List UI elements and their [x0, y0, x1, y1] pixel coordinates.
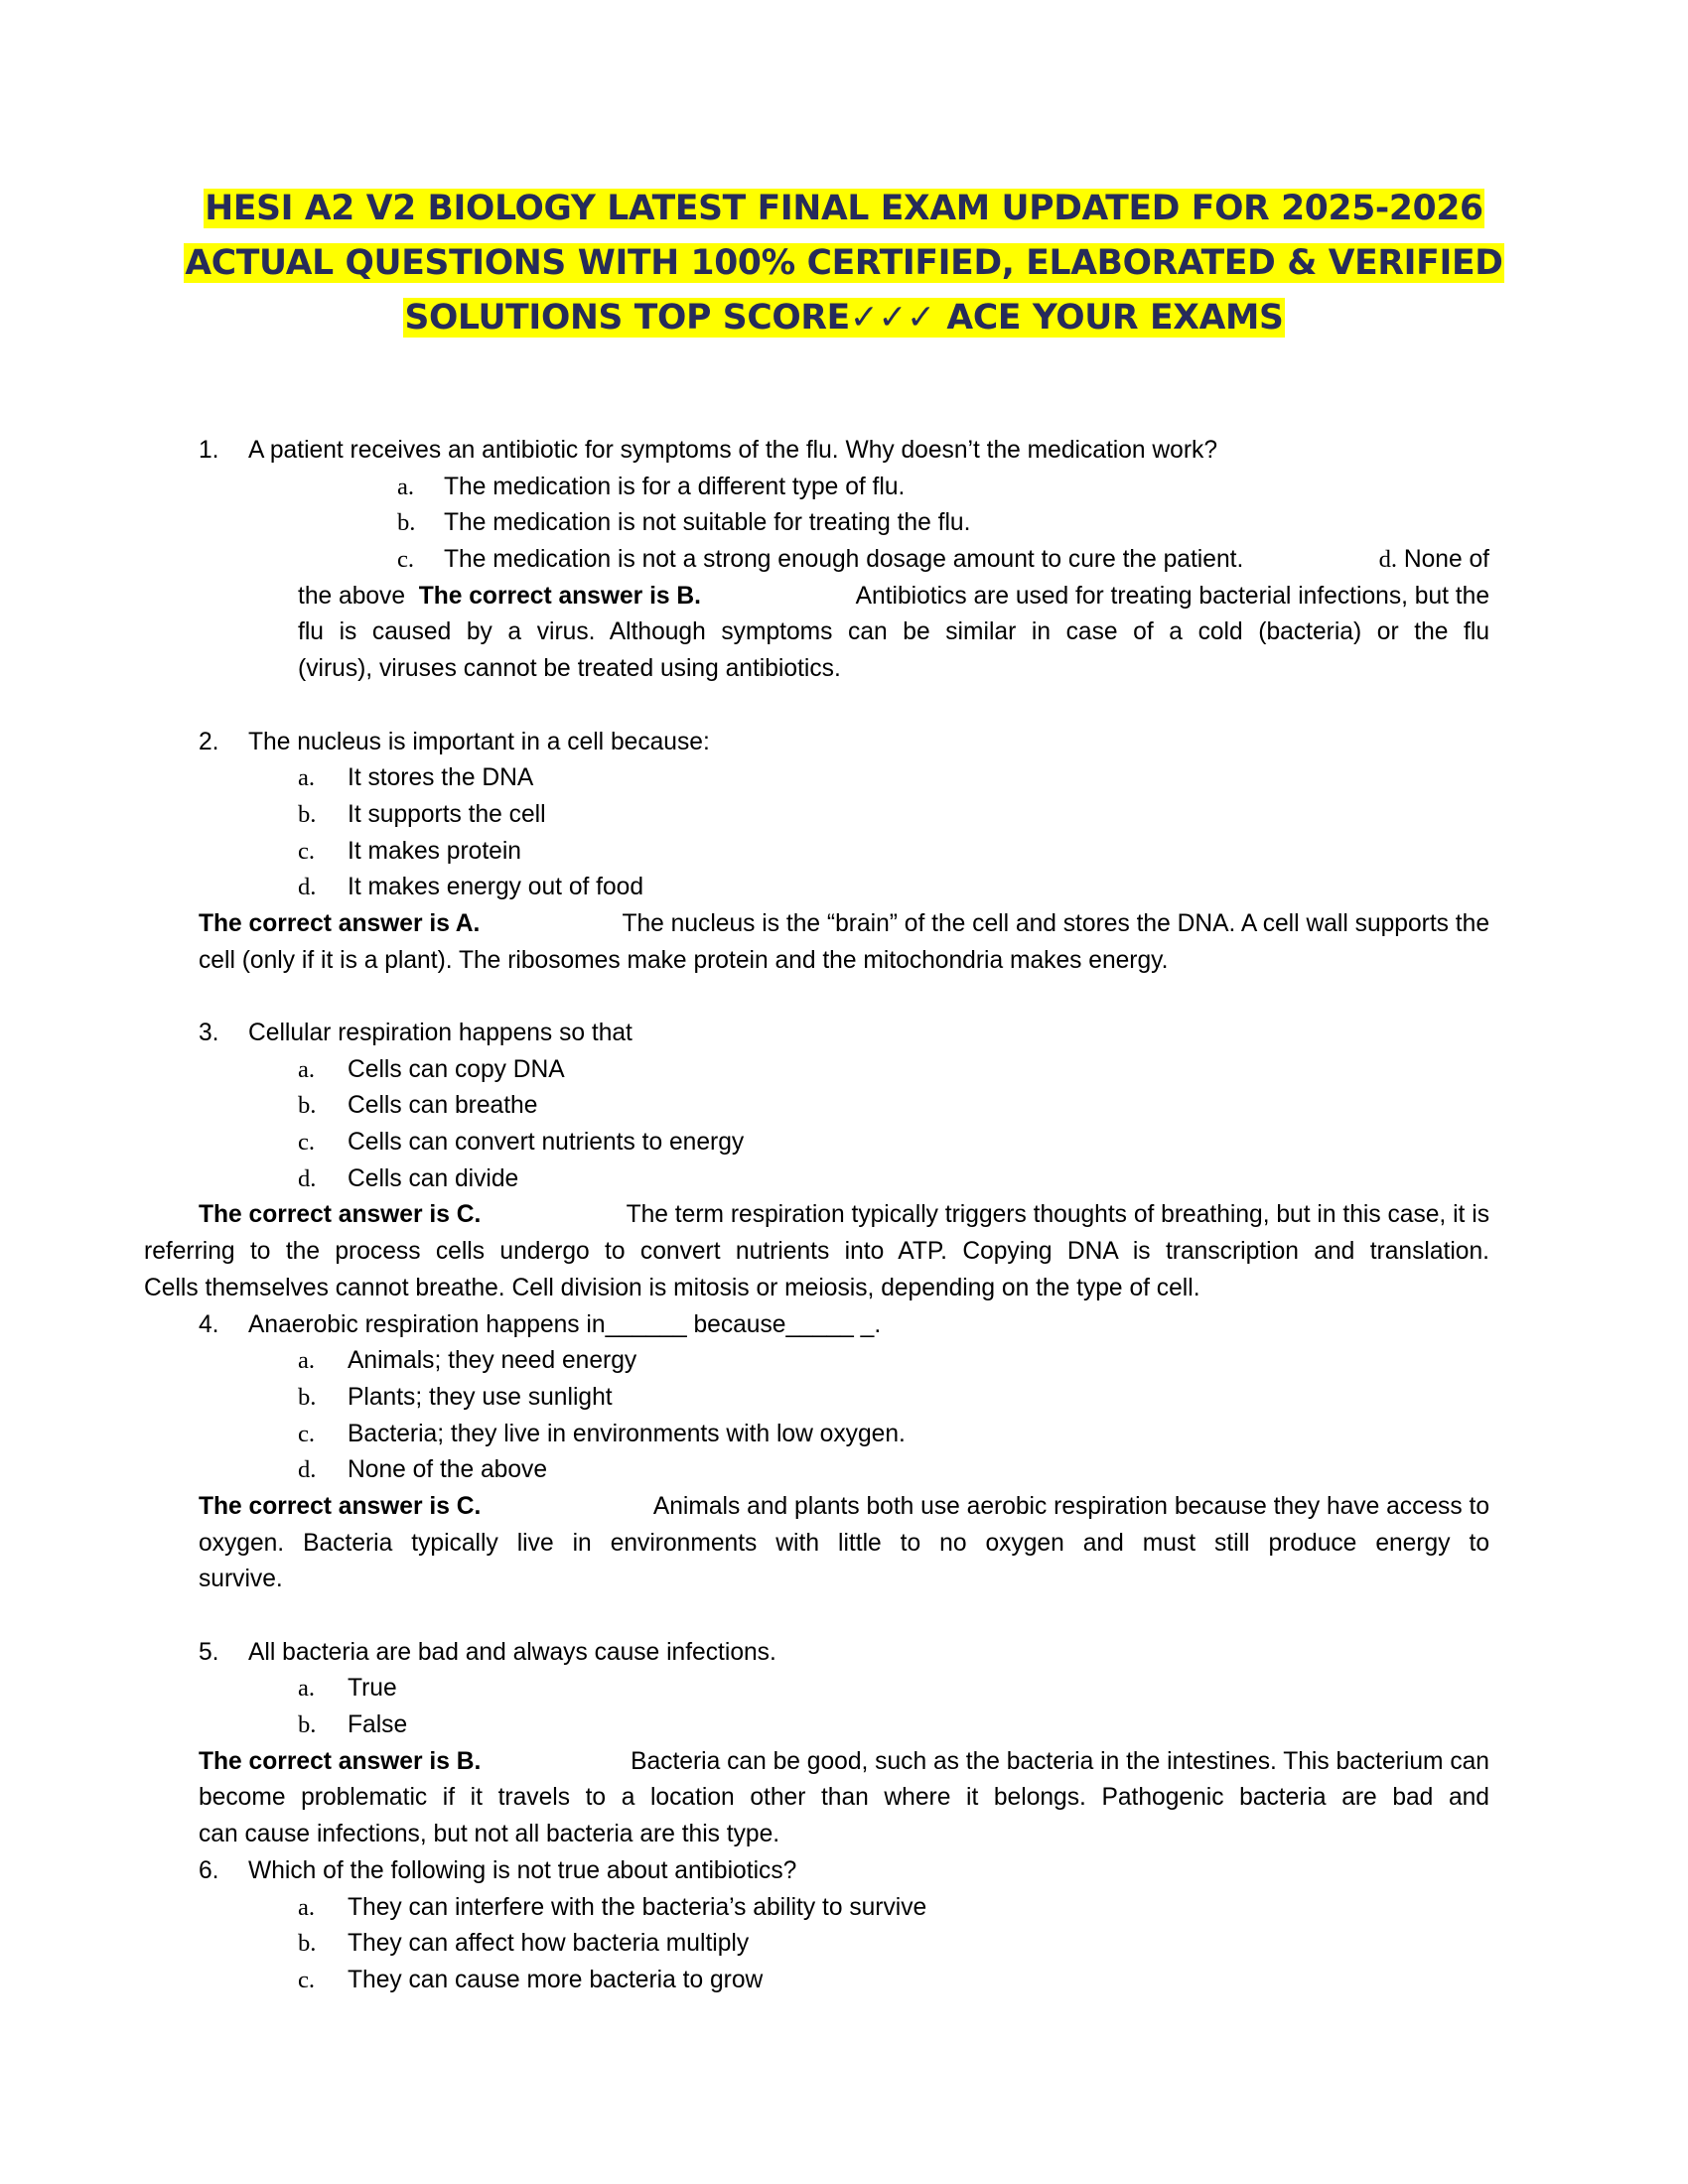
correct-answer-label: The correct answer is A.	[199, 909, 481, 937]
option: c. They can cause more bacteria to grow	[298, 1966, 764, 1993]
question-text: The nucleus is important in a cell because:	[248, 728, 710, 755]
option: b. Cells can breathe	[298, 1092, 538, 1120]
option: d. None of the above	[298, 1456, 548, 1484]
option: c. The medication is not a strong enough dosage amount to cure the patient. d. None of	[397, 546, 1489, 574]
correct-answer-label: The correct answer is C.	[199, 1492, 482, 1520]
answer-explanation: the above The correct answer is B. Antibiotics are used for treating bacterial infections, but the	[298, 582, 1489, 610]
option: a. It stores the DNA	[298, 764, 534, 792]
option: a. Animals; they need energy	[298, 1347, 637, 1375]
option: a. The medication is for a different type of flu.	[397, 473, 906, 500]
question-text: Which of the following is not true about antibiotics?	[248, 1856, 797, 1884]
question-number: 2.	[199, 728, 219, 755]
answer-explanation: The correct answer is B. Bacteria can be good, such as the bacteria in the intestines. This bacterium can	[0, 1744, 1688, 1781]
question-number: 4.	[199, 1310, 219, 1338]
question-text: Anaerobic respiration happens in______ because_____ _.	[248, 1310, 882, 1338]
option: b. They can affect how bacteria multiply	[298, 1930, 750, 1958]
question-5: 5. All bacteria are bad and always cause infections. a. True b. False The correct answer is B. Bacteria can be good, such as the bacteria in the intestines. This bacterium can become problematic if it travels to a location other than where it belongs. Pathogenic bacteria are bad and can cause infections, but not all bacteria are this type.	[0, 1635, 1688, 1853]
option: d. Cells can divide	[298, 1164, 519, 1192]
option: b. Plants; they use sunlight	[298, 1383, 613, 1411]
correct-answer-label: The correct answer is B.	[199, 1747, 482, 1775]
question-text: All bacteria are bad and always cause infections.	[248, 1638, 776, 1666]
question-text: A patient receives an antibiotic for symptoms of the flu. Why doesn’t the medication work?	[248, 437, 1218, 464]
answer-explanation: The correct answer is C. The term respiration typically triggers thoughts of breathing, but in this case, it is	[0, 1197, 1688, 1234]
question-number: 6.	[199, 1856, 219, 1884]
question-number: 3.	[199, 1020, 219, 1046]
title-line-2: ACTUAL QUESTIONS WITH 100% CERTIFIED, ELABORATED & VERIFIED	[185, 243, 1503, 283]
option: b. The medication is not suitable for treating the flu.	[397, 509, 971, 537]
option: a. True	[298, 1675, 397, 1703]
option: a. Cells can copy DNA	[298, 1055, 565, 1083]
option: c. Bacteria; they live in environments with low oxygen.	[298, 1420, 906, 1447]
question-1: 1. A patient receives an antibiotic for symptoms of the flu. Why doesn’t the medication work? a. The medication is for a different type of flu. b. The medication is not suitable for treating the flu. c. The medication is not a strong enough dosage amount to cure the patient. d. None of the above The correct answer is B. Antibiotics are used for treating bacterial infections, but the flu is caused by a virus. Although symptoms can be similar in case of a cold (bacteria) or the flu (virus), viruses cannot be treated using antibiotics.	[0, 433, 1688, 688]
option: b. It supports the cell	[298, 800, 546, 828]
question-2: 2. The nucleus is important in a cell because: a. It stores the DNA b. It supports the cell c. It makes protein d. It makes energy out of food The correct answer is A. The nucleus is the “brain” of the cell and stores the DNA. A cell wall supports the cell (only if it is a plant). The ribosomes make protein and the mitochondria makes energy.	[0, 725, 1688, 980]
option: a. They can interfere with the bacteria’s ability to survive	[298, 1893, 927, 1921]
title-line-3: SOLUTIONS TOP SCORE✓✓✓ ACE YOUR EXAMS	[404, 298, 1284, 338]
answer-explanation: The correct answer is C. Animals and plants both use aerobic respiration because they have access to	[0, 1489, 1688, 1526]
question-list	[0, 433, 1688, 1999]
document-title	[0, 182, 1688, 345]
question-3: 3. Cellular respiration happens so that a. Cells can copy DNA b. Cells can breathe c. Cells can convert nutrients to energy d. Cells can divide The correct answer is C. The term respiration typically triggers thoughts of breathing, but in this case, it is referring to the process cells undergo to convert nutrients into ATP. Copying DNA is transcription and translation. Cells themselves cannot breathe. Cell division is mitosis or meiosis, depending on the type of cell.	[0, 1016, 1688, 1307]
question-number: 1.	[199, 437, 219, 464]
title-line-1: HESI A2 V2 BIOLOGY LATEST FINAL EXAM UPDATED FOR 2025-2026	[205, 189, 1483, 228]
option: b. False	[298, 1711, 408, 1739]
option: c. It makes protein	[298, 837, 521, 865]
question-6	[0, 1853, 1688, 1999]
answer-explanation: The correct answer is A. The nucleus is the “brain” of the cell and stores the DNA. A cell wall supports the	[0, 906, 1688, 943]
option: c. Cells can convert nutrients to energy	[298, 1129, 745, 1157]
correct-answer-label: The correct answer is B.	[418, 582, 702, 610]
question-number: 5.	[199, 1638, 219, 1666]
option: d. It makes energy out of food	[298, 874, 644, 901]
question-text: Cellular respiration happens so that	[248, 1020, 633, 1046]
question-4: 4. Anaerobic respiration happens in______ because_____ _. a. Animals; they need energy b. Plants; they use sunlight c. Bacteria; they live in environments with low oxygen. d. None of the above The correct answer is C. Animals and plants both use aerobic respiration because they have access to oxygen. Bacteria typically live in environments with little to no oxygen and must still produce energy to survive.	[0, 1307, 1688, 1599]
correct-answer-label: The correct answer is C.	[199, 1201, 482, 1229]
